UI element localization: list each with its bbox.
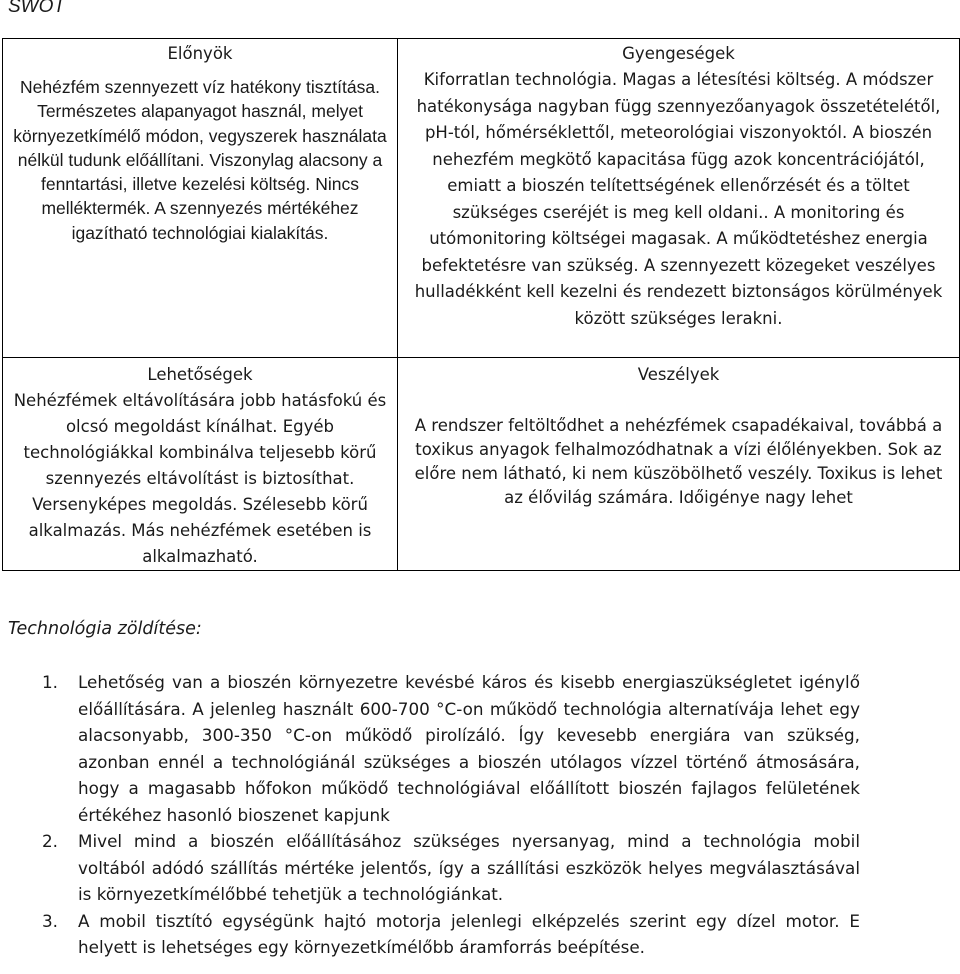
list-item bbox=[8, 828, 860, 908]
opportunities-title: Lehetőségek bbox=[147, 365, 253, 384]
swot-table bbox=[2, 38, 960, 571]
list-item-text: Lehetőség van a bioszén környezetre kevésbé káros és kisebb energiaszükségletet igénylő előállítására. A jelenleg használt 600-700 °C-on működő technológia alternatívája lehet egy alacsonyabb, 300-350 °C-on működő pirolízáló. Így kevesebb energiára van szükség, azonban ennél a technológiánál szükséges a bioszén utólagos vízzel történő átmosására, hogy a magasabb hőfokon működő technológiával előállított bioszén fajlagos felületének értékéhez hasonló bioszenet kapjunk bbox=[78, 672, 860, 825]
threats-cell bbox=[398, 358, 960, 571]
list-item bbox=[8, 908, 860, 961]
weaknesses-title: Gyengeségek bbox=[622, 44, 735, 63]
list-item-number: 3. bbox=[42, 910, 59, 931]
weaknesses-cell bbox=[398, 39, 960, 358]
swot-heading: SWOT bbox=[8, 0, 65, 17]
threats-text: A rendszer feltöltődhet a nehézfémek csapadékaival, továbbá a toxikus anyagok felhalmozódhatnak a vízi élőlényekben. Sok az előre nem látható, ki nem küszöbölhető veszély. Toxikus is lehet az élővilág számára. Időigénye nagy lehet bbox=[414, 416, 943, 507]
weaknesses-text: Kiforratlan technológia. Magas a létesítési költség. A módszer hatékonysága nagyban függ szennyezőanyagok összetételétől, pH-tól, hőmérséklettől, meteorológiai viszonyoktól. A bioszén nehezfém megkötő kapacitása függ azok koncentrációjától, emiatt a bioszén telítettségének ellenőrzését és a töltet szükséges cseréjét is meg kell oldani.. A monitoring és utómonitoring költségei magasak. A működtetéshez energia befektetésre van szükség. A szennyezett közegeket veszélyes hulladékként kell kezelni és rendezett biztonságos körülmények között szükséges lerakni. bbox=[414, 70, 943, 328]
strengths-cell bbox=[3, 39, 398, 358]
list-item-number: 2. bbox=[42, 831, 59, 851]
greening-list bbox=[8, 669, 860, 961]
strengths-title: Előnyök bbox=[167, 44, 233, 63]
list-item-text: A mobil tisztító egységünk hajtó motorja jelenlegi elképzelés szerint egy dízel motor. E helyett is lehetséges egy környezetkímélőbb áramforrás beépítése. bbox=[78, 910, 860, 957]
opportunities-cell bbox=[3, 358, 398, 571]
list-item bbox=[8, 669, 860, 828]
strengths-text: Nehézfém szennyezett víz hatékony tisztítása. Természetes alapanyagot használ, melyet környezetkímélő módon, vegyszerek használata nélkül tudunk előállítani. Viszonylag alacsony a fenntartási, illetve kezelési költség. Nincs melléktermék. A szennyezés mértékéhez igazítható technológiai kialakítás. bbox=[13, 77, 387, 243]
list-item-text: Mivel mind a bioszén előállításához szükséges nyersanyag, mind a technológia mobil voltából adódó szállítás mértéke jelentős, így a szállítási eszközök helyes megválasztásával is környezetkímélőbbé tehetjük a technológiánkat. bbox=[78, 831, 860, 904]
greening-heading: Technológia zöldítése: bbox=[8, 619, 202, 639]
threats-title: Veszélyek bbox=[637, 365, 720, 384]
list-item-number: 1. bbox=[42, 672, 59, 692]
opportunities-text: Nehézfémek eltávolítására jobb hatásfokú és olcsó megoldást kínálhat. Egyéb technológiákkal kombinálva teljesebb körű szennyezés eltávolítást is biztosíthat. Versenyképes megoldás. Szélesebb körű alkalmazás. Más nehézfémek esetében is alkalmazható. bbox=[13, 391, 387, 566]
